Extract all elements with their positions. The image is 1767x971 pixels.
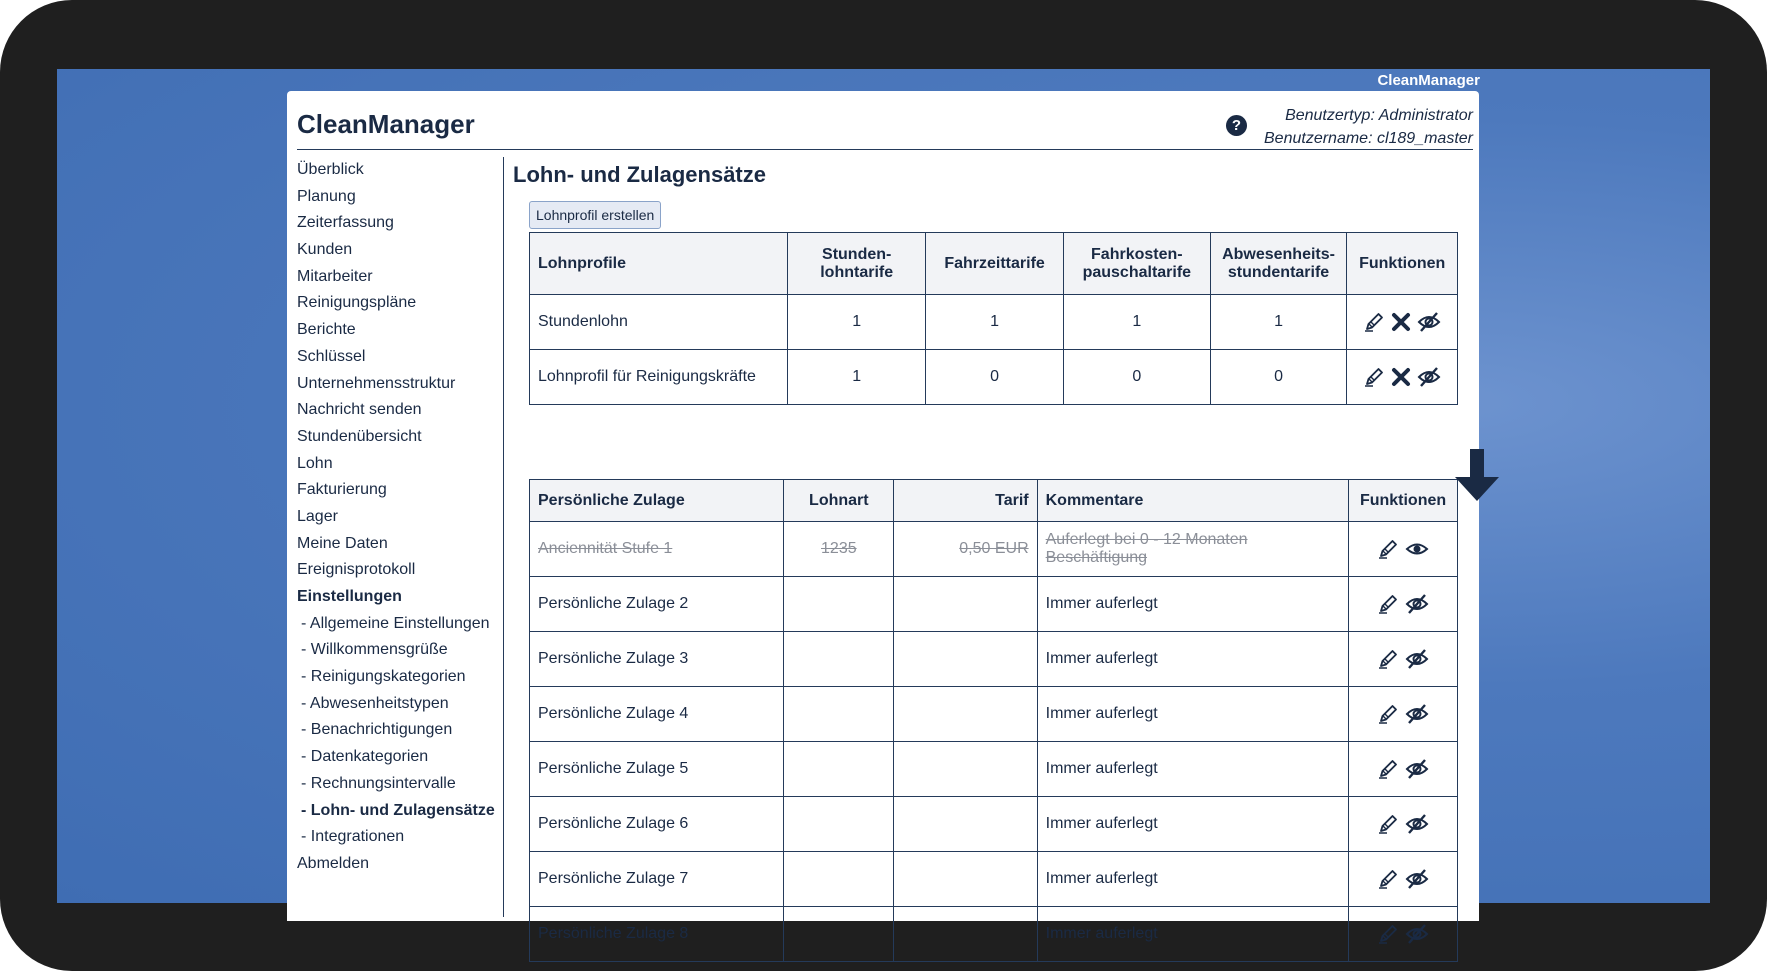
table-cell: Immer auferlegt — [1037, 797, 1348, 852]
table-cell: Immer auferlegt — [1037, 742, 1348, 797]
table-cell: Immer auferlegt — [1037, 632, 1348, 687]
pencil-icon[interactable] — [1377, 593, 1399, 615]
eye-slash-icon[interactable] — [1405, 648, 1429, 670]
table-cell: 1 — [1064, 295, 1211, 350]
main-content — [513, 157, 1469, 942]
table-cell — [784, 852, 894, 907]
user-name: Benutzername: cl189_master — [1264, 130, 1473, 147]
column-header: Funktionen — [1347, 233, 1458, 295]
table-cell — [894, 852, 1037, 907]
table-cell: Immer auferlegt — [1037, 907, 1348, 962]
row-functions — [1349, 742, 1458, 797]
table-cell: Lohnprofil für Reinigungskräfte — [530, 350, 788, 405]
table-cell: Persönliche Zulage 6 — [530, 797, 784, 852]
table-row — [530, 350, 1458, 405]
table-row — [530, 797, 1458, 852]
pencil-icon[interactable] — [1363, 311, 1385, 333]
row-functions — [1349, 852, 1458, 907]
sidebar-item[interactable]: - Datenkategorien — [301, 748, 429, 766]
app-header — [297, 91, 1473, 150]
table-row — [530, 742, 1458, 797]
table-cell: 1 — [788, 295, 926, 350]
sidebar-item[interactable]: Kunden — [297, 241, 353, 259]
sidebar-item[interactable]: Lager — [297, 507, 338, 525]
table-cell — [894, 632, 1037, 687]
sidebar-item[interactable]: Überblick — [297, 161, 364, 178]
sidebar-item[interactable]: Zeiterfassung — [297, 214, 394, 232]
help-icon[interactable]: ? — [1226, 115, 1247, 136]
column-header: Lohnprofile — [530, 233, 788, 295]
table-cell: Persönliche Zulage 4 — [530, 687, 784, 742]
table-cell — [784, 687, 894, 742]
table-cell: Auferlegt bei 0 - 12 Monaten Beschäftigung — [1037, 522, 1348, 577]
table-cell — [894, 577, 1037, 632]
eye-slash-icon[interactable] — [1417, 311, 1441, 333]
pencil-icon[interactable] — [1377, 648, 1399, 670]
arrow-down-icon — [1455, 449, 1499, 501]
pencil-icon[interactable] — [1377, 813, 1399, 835]
sidebar-item[interactable]: Fakturierung — [297, 481, 387, 499]
table-cell — [784, 632, 894, 687]
table-row — [530, 687, 1458, 742]
table-cell: Persönliche Zulage 7 — [530, 852, 784, 907]
table-cell — [784, 797, 894, 852]
table-cell: Persönliche Zulage 3 — [530, 632, 784, 687]
row-functions — [1349, 907, 1458, 962]
sidebar-item[interactable]: - Rechnungsintervalle — [301, 774, 456, 792]
pencil-icon[interactable] — [1377, 758, 1399, 780]
eye-slash-icon[interactable] — [1405, 703, 1429, 725]
eye-slash-icon[interactable] — [1405, 813, 1429, 835]
eye-slash-icon[interactable] — [1405, 868, 1429, 890]
column-header: Abwesenheits- stundentarife — [1210, 233, 1347, 295]
table-cell: 0 — [926, 350, 1064, 405]
personal-allowances-table — [529, 479, 1458, 962]
table-cell: 1 — [788, 350, 926, 405]
eye-icon[interactable] — [1405, 538, 1429, 560]
column-header: Fahrkosten- pauschaltarife — [1064, 233, 1211, 295]
column-header: Persönliche Zulage — [530, 480, 784, 522]
sidebar-item[interactable]: Abmelden — [297, 854, 370, 872]
column-header: Kommentare — [1037, 480, 1348, 522]
table-cell: 1 — [926, 295, 1064, 350]
table-cell: 1 — [1210, 295, 1347, 350]
column-header: Funktionen — [1349, 480, 1458, 522]
table-cell: 0 — [1064, 350, 1211, 405]
sidebar-item[interactable]: - Reinigungskategorien — [301, 668, 466, 686]
table-row — [530, 295, 1458, 350]
sidebar-item[interactable]: - Abwesenheitstypen — [301, 694, 449, 712]
sidebar-item[interactable]: - Willkommensgrüße — [301, 641, 448, 659]
table-cell: 1235 — [784, 522, 894, 577]
table-cell: Immer auferlegt — [1037, 577, 1348, 632]
sidebar-item[interactable]: Ereignisprotokoll — [297, 561, 416, 579]
eye-slash-icon[interactable] — [1417, 366, 1441, 388]
pencil-icon[interactable] — [1377, 703, 1399, 725]
app-window — [287, 91, 1479, 942]
table-cell: Anciennität Stufe 1 — [530, 522, 784, 577]
row-functions — [1347, 350, 1458, 405]
window-title: CleanManager — [1377, 72, 1480, 89]
sidebar-item[interactable]: Unternehmensstruktur — [297, 374, 456, 392]
sidebar-item[interactable]: - Lohn- und Zulagensätze — [301, 801, 495, 819]
desktop — [57, 69, 1710, 942]
sidebar-item[interactable]: Reinigungspläne — [297, 294, 417, 312]
eye-slash-icon[interactable] — [1405, 593, 1429, 615]
table-cell — [784, 907, 894, 962]
column-header: Stunden- lohntarife — [788, 233, 926, 295]
table-row — [530, 522, 1458, 577]
table-cell: 0 — [1210, 350, 1347, 405]
sidebar-item[interactable]: Mitarbeiter — [297, 267, 373, 285]
sidebar-divider — [503, 157, 504, 917]
eye-slash-icon[interactable] — [1405, 758, 1429, 780]
row-functions — [1349, 577, 1458, 632]
table-cell — [894, 687, 1037, 742]
row-functions — [1347, 295, 1458, 350]
eye-slash-icon[interactable] — [1405, 923, 1429, 945]
row-functions — [1349, 687, 1458, 742]
app-title: CleanManager — [297, 109, 475, 139]
table-row — [530, 852, 1458, 907]
sidebar — [297, 157, 507, 878]
table-row — [530, 632, 1458, 687]
row-functions — [1349, 522, 1458, 577]
sidebar-item[interactable]: Einstellungen — [297, 588, 402, 605]
column-header: Tarif — [894, 480, 1037, 522]
row-functions — [1349, 632, 1458, 687]
table-cell: Persönliche Zulage 2 — [530, 577, 784, 632]
table-header-row — [530, 233, 1458, 295]
pencil-icon[interactable] — [1377, 538, 1399, 560]
table-cell: Persönliche Zulage 8 — [530, 907, 784, 962]
user-type: Benutzertyp: Administrator — [1285, 107, 1473, 124]
sidebar-item[interactable]: - Benachrichtigungen — [301, 721, 453, 739]
pencil-icon[interactable] — [1377, 868, 1399, 890]
sidebar-item[interactable]: Lohn — [297, 454, 333, 472]
sidebar-item[interactable]: Nachricht senden — [297, 401, 422, 419]
table-row — [530, 577, 1458, 632]
create-wage-profile-button[interactable]: Lohnprofil erstellen — [529, 201, 661, 229]
sidebar-item[interactable]: Berichte — [297, 321, 356, 339]
sidebar-item[interactable]: Schlüssel — [297, 347, 366, 365]
column-header: Lohnart — [784, 480, 894, 522]
table-cell — [894, 797, 1037, 852]
sidebar-item[interactable]: Stundenübersicht — [297, 427, 422, 445]
table-cell: Stundenlohn — [530, 295, 788, 350]
user-info — [1264, 104, 1473, 150]
row-functions — [1349, 797, 1458, 852]
table-cell — [784, 742, 894, 797]
close-icon[interactable] — [1391, 312, 1411, 332]
sidebar-item[interactable]: - Integrationen — [301, 828, 405, 846]
table-cell — [894, 742, 1037, 797]
table-cell: Immer auferlegt — [1037, 852, 1348, 907]
table-header-row — [530, 480, 1458, 522]
table-cell — [784, 577, 894, 632]
sidebar-item[interactable]: Planung — [297, 187, 356, 205]
page-title: Lohn- und Zulagensätze — [513, 162, 766, 187]
wage-profiles-table — [529, 232, 1458, 405]
table-cell: Immer auferlegt — [1037, 687, 1348, 742]
pencil-icon[interactable] — [1377, 923, 1399, 945]
close-icon[interactable] — [1391, 367, 1411, 387]
table-row — [530, 907, 1458, 962]
table-cell — [894, 907, 1037, 962]
table-cell: 0,50 EUR — [894, 522, 1037, 577]
table-cell: Persönliche Zulage 5 — [530, 742, 784, 797]
pencil-icon[interactable] — [1363, 366, 1385, 388]
column-header: Fahrzeittarife — [926, 233, 1064, 295]
sidebar-item[interactable]: Meine Daten — [297, 534, 388, 552]
sidebar-item[interactable]: - Allgemeine Einstellungen — [301, 614, 490, 632]
